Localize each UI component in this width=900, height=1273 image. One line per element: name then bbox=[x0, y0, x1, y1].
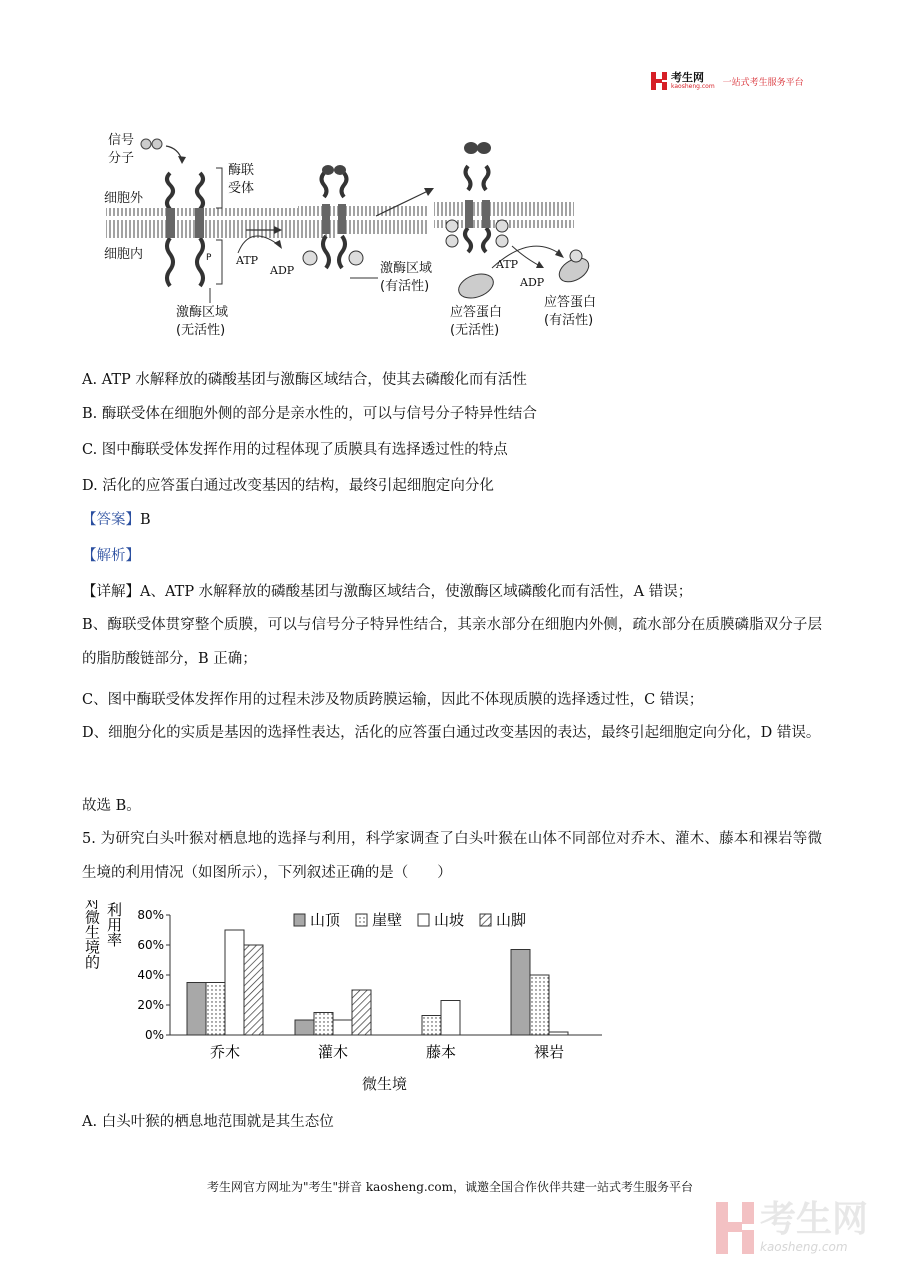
brand-text-block bbox=[671, 72, 715, 90]
bar-山坡-乔木 bbox=[225, 930, 244, 1035]
chart-xlabel: 微生境 bbox=[362, 1075, 408, 1093]
label-active-2: (有活性) bbox=[544, 313, 594, 328]
conclusion: 故选 B。 bbox=[82, 798, 141, 814]
bar-崖壁-乔木 bbox=[206, 983, 225, 1036]
label-outside: 细胞外 bbox=[104, 191, 144, 206]
watermark-text-block bbox=[760, 1200, 868, 1254]
label-kinase-active: 激酶区域 bbox=[380, 261, 433, 276]
q4-option-c: C. 图中酶联受体发挥作用的过程体现了质膜具有选择透过性的特点 bbox=[82, 442, 508, 458]
bar-山坡-裸岩 bbox=[549, 1032, 568, 1035]
q5-option-a: A. 白头叶猴的栖息地范围就是其生态位 bbox=[82, 1114, 334, 1130]
label-inside: 细胞内 bbox=[104, 247, 144, 262]
answer-tag: 【答案】 bbox=[82, 512, 140, 528]
label-kinase-inactive: 激酶区域 bbox=[176, 305, 229, 320]
bar-山顶-裸岩 bbox=[511, 950, 530, 1036]
q4-option-a: A. ATP 水解释放的磷酸基团与激酶区域结合，使其去磷酸化而有活性 bbox=[82, 372, 527, 388]
legend-swatch-山顶 bbox=[294, 914, 305, 926]
y-tick-label: 60% bbox=[137, 938, 164, 952]
watermark-logo-icon bbox=[716, 1202, 754, 1254]
q4-option-d: D. 活化的应答蛋白通过改变基因的结构，最终引起细胞定向分化 bbox=[82, 478, 494, 494]
analysis-tag: 【解析】 bbox=[82, 548, 140, 564]
q5-stem: 5. 为研究白头叶猴对栖息地的选择与利用，科学家调查了白头叶猴在山体不同部位对乔木、灌木、藤本和裸岩等微生境的利用情况（如图所示），下列叙述正确的是（ ） bbox=[82, 831, 822, 881]
bar-山顶-乔木 bbox=[187, 983, 206, 1036]
detail-b: B、酶联受体贯穿整个质膜，可以与信号分子特异性结合，其亲水部分在细胞内外侧，疏水部分在质膜磷脂双分子层的脂肪酸链部分，B 正确； bbox=[82, 617, 822, 667]
brand-slogan: 一站式考生服务平台 bbox=[722, 77, 804, 88]
x-tick-label: 乔木 bbox=[209, 1043, 241, 1061]
legend-label: 山脚 bbox=[496, 911, 527, 929]
header-logo[interactable] bbox=[651, 72, 804, 90]
label-response-inactive: 应答蛋白 bbox=[450, 305, 503, 320]
x-tick-label: 灌木 bbox=[317, 1043, 349, 1061]
label-adp-2: ADP bbox=[520, 276, 545, 289]
watermark bbox=[716, 1200, 868, 1254]
y-tick-label: 40% bbox=[137, 968, 164, 982]
y-tick-label: 0% bbox=[144, 1028, 164, 1042]
label-active: (有活性) bbox=[380, 279, 430, 294]
membrane-2 bbox=[298, 206, 428, 234]
bar-崖壁-藤本 bbox=[422, 1016, 441, 1036]
answer-line bbox=[82, 510, 151, 530]
q4-option-b: B. 酶联受体在细胞外侧的部分是亲水性的，可以与信号分子特异性结合 bbox=[82, 406, 537, 422]
legend-swatch-崖壁 bbox=[356, 914, 367, 926]
y-tick-label: 20% bbox=[137, 998, 164, 1012]
brand-logo-icon bbox=[651, 72, 667, 90]
label-response-active: 应答蛋白 bbox=[544, 295, 597, 310]
brand-name: 考生网 bbox=[671, 71, 704, 84]
bar-山顶-灌木 bbox=[295, 1020, 314, 1035]
bar-山坡-藤本 bbox=[441, 1001, 460, 1036]
bar-chart bbox=[82, 900, 602, 1100]
answer-value: B bbox=[140, 512, 151, 528]
detail-a bbox=[82, 582, 692, 602]
detail-d: D、细胞分化的实质是基因的选择性表达，活化的应答蛋白通过改变基因的表达，最终引起细胞定向分化，D 错误。 bbox=[82, 725, 821, 741]
x-tick-label: 裸岩 bbox=[533, 1043, 565, 1061]
detail-c: C、图中酶联受体发挥作用的过程未涉及物质跨膜运输，因此不体现质膜的选择透过性，C 错误； bbox=[82, 692, 704, 708]
label-receptor-2: 受体 bbox=[228, 181, 255, 196]
y-tick-label: 80% bbox=[137, 908, 164, 922]
label-adp-1: ADP bbox=[270, 264, 295, 277]
bar-山坡-灌木 bbox=[333, 1020, 352, 1035]
bar-山脚-乔木 bbox=[244, 945, 263, 1035]
label-inactive-2: (无活性) bbox=[450, 323, 500, 338]
legend-label: 崖壁 bbox=[372, 911, 403, 929]
legend-swatch-山坡 bbox=[418, 914, 429, 926]
bar-崖壁-裸岩 bbox=[530, 975, 549, 1035]
chart-ylabel-line1: 白头叶猴对微生境的 bbox=[83, 900, 101, 970]
brand-domain: kaosheng.com bbox=[671, 83, 715, 90]
label-atp-1: ATP bbox=[236, 254, 259, 267]
chart-ylabel-line2: 利用率 bbox=[105, 902, 123, 947]
legend-label: 山坡 bbox=[434, 911, 465, 929]
detail-a-text: A、ATP 水解释放的磷酸基团与激酶区域结合，使激酶区域磷酸化而有活性，A 错误； bbox=[140, 584, 693, 600]
label-signal: 信号 bbox=[108, 133, 135, 148]
watermark-sub: kaosheng.com bbox=[760, 1240, 848, 1254]
legend-label: 山顶 bbox=[310, 911, 341, 929]
label-inactive: (无活性) bbox=[176, 323, 226, 338]
bar-崖壁-灌木 bbox=[314, 1013, 333, 1036]
label-receptor: 酶联 bbox=[228, 163, 255, 178]
footer-text: 考生网官方网址为"考生"拼音 kaosheng.com，诚邀全国合作伙伴共建一站式考生服务平台 bbox=[206, 1180, 694, 1194]
phospho-p-label: P bbox=[206, 253, 212, 263]
label-signal-2: 分子 bbox=[108, 151, 135, 166]
detail-tag: 【详解】 bbox=[82, 584, 140, 600]
watermark-text: 考生网 bbox=[760, 1199, 869, 1240]
bar-chart-svg bbox=[82, 900, 602, 1100]
label-atp-2: ATP bbox=[496, 258, 519, 271]
bar-山脚-灌木 bbox=[352, 990, 371, 1035]
legend-swatch-山脚 bbox=[480, 914, 491, 926]
receptor-diagram bbox=[100, 128, 620, 343]
x-tick-label: 藤本 bbox=[425, 1043, 457, 1061]
